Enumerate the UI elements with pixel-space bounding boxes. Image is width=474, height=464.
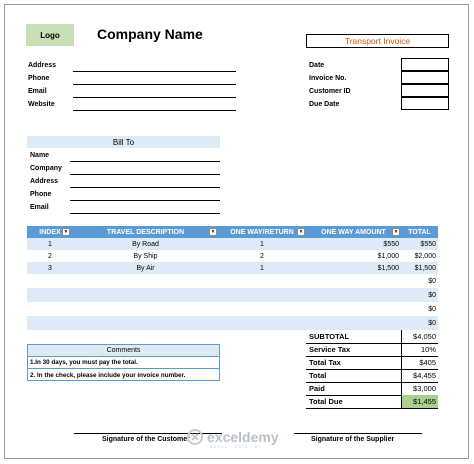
invoice-title: Transport Invoice bbox=[306, 34, 449, 48]
bill-to-title: Bill To bbox=[27, 136, 220, 148]
watermark-tagline: EXCEL · DATA · BI bbox=[210, 444, 261, 449]
total-label: Total Due bbox=[309, 397, 343, 406]
invoice-field-customer-id: Customer ID bbox=[309, 88, 351, 95]
total-value: $4,050 bbox=[401, 330, 438, 343]
logo: Logo bbox=[26, 24, 74, 46]
bill-phone-line[interactable] bbox=[70, 200, 220, 201]
cell-description: By Road bbox=[132, 240, 159, 248]
bill-name-line[interactable] bbox=[70, 161, 220, 162]
watermark bbox=[186, 428, 279, 449]
bill-address-line[interactable] bbox=[70, 187, 220, 188]
company-field-email: Email bbox=[28, 88, 47, 95]
cell-total: $0 bbox=[428, 291, 436, 299]
bill-field-phone: Phone bbox=[30, 191, 52, 198]
invoice-field-number: Invoice No. bbox=[309, 75, 347, 82]
cell-one-way-return: 2 bbox=[260, 252, 264, 260]
filter-dropdown-icon[interactable]: ▼ bbox=[210, 229, 216, 235]
total-value: $405 bbox=[401, 356, 438, 369]
cell-total: $2,000 bbox=[414, 252, 436, 260]
filter-dropdown-icon[interactable]: ▼ bbox=[298, 229, 304, 235]
bill-field-name: Name bbox=[30, 152, 50, 159]
total-row-subtotal bbox=[306, 330, 438, 344]
table-row bbox=[27, 262, 438, 274]
table-row bbox=[27, 288, 438, 302]
comment-item: 1.In 30 days, you must pay the total. bbox=[28, 357, 219, 369]
total-row-service-tax bbox=[306, 343, 438, 357]
cell-index: 1 bbox=[48, 240, 52, 248]
total-due-value: $1,455 bbox=[401, 395, 438, 408]
company-field-phone: Phone bbox=[28, 75, 50, 82]
col-header-one-way-return: ONE WAY/RETURN bbox=[230, 228, 294, 236]
total-label: Service Tax bbox=[309, 345, 351, 354]
invoice-field-due-date: Due Date bbox=[309, 101, 340, 108]
table-row bbox=[27, 316, 438, 330]
watermark-logo-icon bbox=[186, 428, 204, 446]
company-website-line[interactable] bbox=[73, 110, 236, 111]
customer-signature-label: Signature of the Customer bbox=[102, 436, 190, 443]
watermark-brand: exceldemy bbox=[207, 429, 279, 445]
company-phone-line[interactable] bbox=[73, 84, 236, 85]
comments-box bbox=[27, 344, 220, 381]
company-name: Company Name bbox=[97, 26, 203, 42]
bill-company-line[interactable] bbox=[70, 174, 220, 175]
col-header-description: TRAVEL DESCRIPTION bbox=[106, 228, 185, 236]
total-row-total bbox=[306, 369, 438, 383]
cell-total: $1,500 bbox=[414, 264, 436, 272]
customer-id-input[interactable] bbox=[401, 84, 449, 97]
cell-one-way-return: 1 bbox=[260, 240, 264, 248]
bill-field-company: Company bbox=[30, 165, 62, 172]
total-row-paid bbox=[306, 382, 438, 396]
table-header-row bbox=[27, 226, 438, 238]
company-field-address: Address bbox=[28, 62, 57, 69]
cell-amount: $1,500 bbox=[377, 264, 399, 272]
comments-title: Comments bbox=[28, 345, 219, 357]
bill-field-address: Address bbox=[30, 178, 59, 185]
total-value: $4,455 bbox=[401, 369, 438, 382]
cell-amount: $550 bbox=[383, 240, 399, 248]
col-header-index: INDEX bbox=[39, 228, 61, 236]
cell-index: 2 bbox=[48, 252, 52, 260]
comment-item: 2. In the check, please include your invoice number. bbox=[30, 371, 186, 379]
company-email-line[interactable] bbox=[73, 97, 236, 98]
supplier-signature-label: Signature of the Supplier bbox=[311, 436, 395, 443]
cell-total: $0 bbox=[428, 277, 436, 285]
filter-dropdown-icon[interactable]: ▼ bbox=[63, 229, 69, 235]
total-label: SUBTOTAL bbox=[309, 332, 350, 341]
total-label: Paid bbox=[309, 384, 325, 393]
cell-index: 3 bbox=[48, 264, 52, 272]
table-row bbox=[27, 238, 438, 250]
due-date-input[interactable] bbox=[401, 97, 449, 110]
cell-total: $0 bbox=[428, 305, 436, 313]
bill-field-email: Email bbox=[30, 204, 49, 211]
cell-one-way-return: 1 bbox=[260, 264, 264, 272]
total-row-total-tax bbox=[306, 356, 438, 370]
cell-total: $550 bbox=[420, 240, 436, 248]
table-row bbox=[27, 250, 438, 262]
cell-description: By Ship bbox=[133, 252, 158, 260]
table-row bbox=[27, 302, 438, 316]
total-row-total-due bbox=[306, 395, 438, 409]
table-row bbox=[27, 274, 438, 288]
service-tax-input[interactable]: 10% bbox=[401, 343, 438, 356]
invoice-field-date: Date bbox=[309, 62, 325, 69]
bill-email-line[interactable] bbox=[70, 213, 220, 214]
date-input[interactable] bbox=[401, 58, 449, 71]
company-field-website: Website bbox=[28, 101, 55, 108]
cell-description: By Air bbox=[136, 264, 155, 272]
total-label: Total Tax bbox=[309, 358, 341, 367]
paid-input[interactable]: $3,000 bbox=[401, 382, 438, 395]
cell-amount: $1,000 bbox=[377, 252, 399, 260]
supplier-signature-line[interactable] bbox=[294, 433, 422, 434]
invoice-number-input[interactable] bbox=[401, 71, 449, 84]
cell-total: $0 bbox=[428, 319, 436, 327]
total-label: Total bbox=[309, 371, 327, 380]
col-header-total: TOTAL bbox=[408, 228, 431, 236]
company-address-line[interactable] bbox=[73, 71, 236, 72]
col-header-one-way-amount: ONE WAY AMOUNT bbox=[321, 228, 386, 236]
filter-dropdown-icon[interactable]: ▼ bbox=[393, 229, 399, 235]
